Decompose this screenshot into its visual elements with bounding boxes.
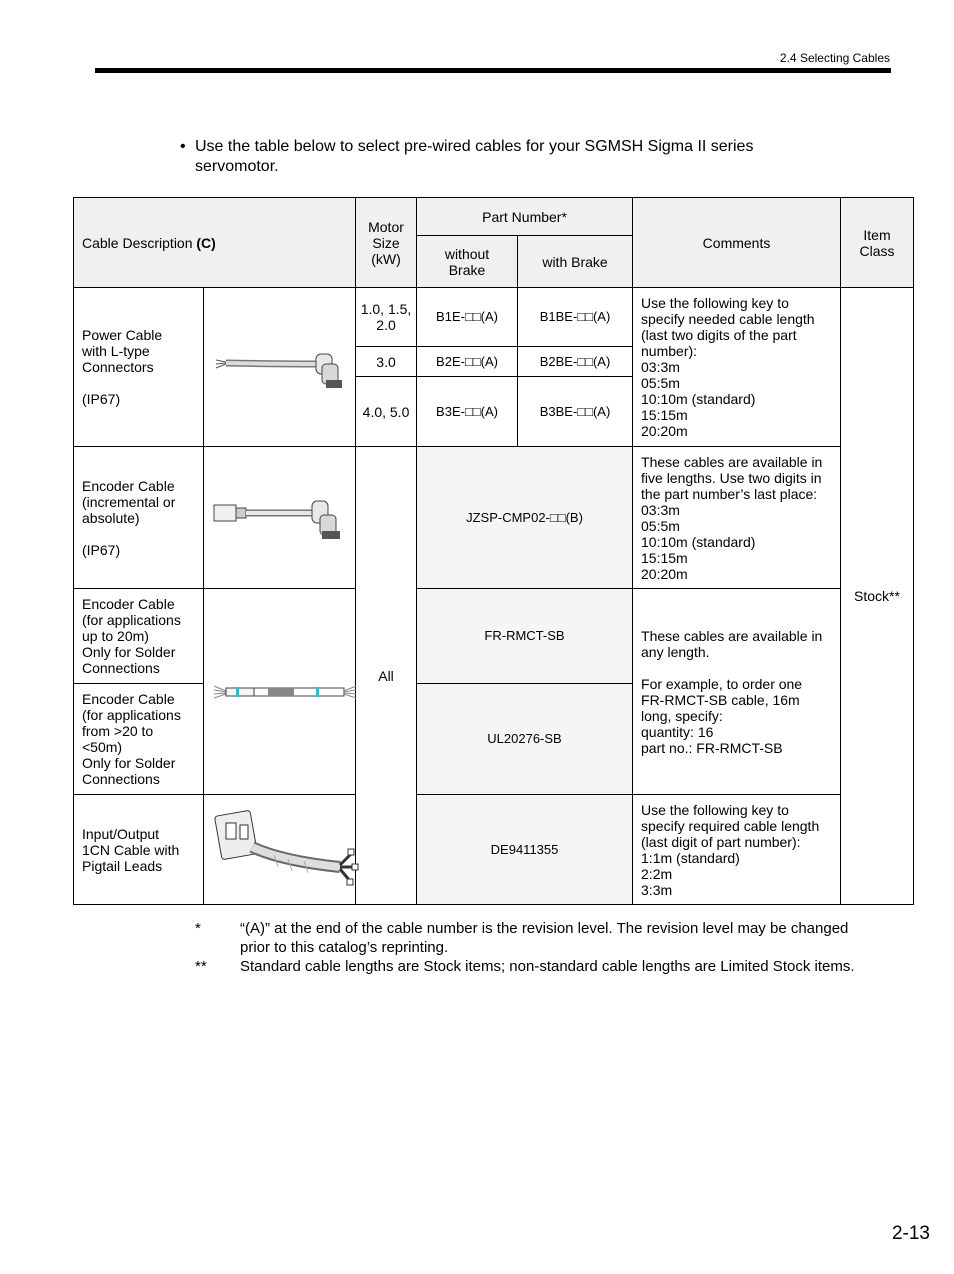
power-cable-description: Power Cable with L-type Connectors (IP67) <box>74 288 204 447</box>
section-header: 2.4 Selecting Cables <box>779 51 890 65</box>
item-class-stock: Stock** <box>841 288 914 905</box>
encoder-cable-description: Encoder Cable (incremental or absolute) (IP67) <box>74 447 204 589</box>
bullet: • <box>180 138 186 155</box>
footnote-2-mark: ** <box>195 958 207 975</box>
part-without-brake-3: B3E-□□(A) <box>417 377 518 447</box>
motor-size-1: 1.0, 1.5, 2.0 <box>356 288 417 347</box>
footnote-2-text: Standard cable lengths are Stock items; non-standard cable lengths are Limited Stock items. <box>240 958 855 975</box>
part-without-brake-2: B2E-□□(A) <box>417 347 518 377</box>
solder-50m-description: Encoder Cable (for applications from >20 to <50m) Only for Solder Connections <box>74 684 204 795</box>
cable-selection-table <box>73 197 914 905</box>
part-with-brake-1: B1BE-□□(A) <box>518 288 633 347</box>
io-cable-comments: Use the following key to specify required cable length (last digit of part number): 1:1m (standard) 2:2m 3:3m <box>633 795 841 905</box>
io-cable-description: Input/Output 1CN Cable with Pigtail Leads <box>74 795 204 905</box>
encoder-part-number: JZSP-CMP02-□□(B) <box>417 447 633 589</box>
power-cable-image <box>204 288 356 447</box>
header-cable-description: Cable Description (C) <box>74 198 356 288</box>
solder-cable-image <box>204 589 356 795</box>
encoder-cable-image <box>204 447 356 589</box>
page-number: 2-13 <box>891 1223 930 1244</box>
io-cable-image <box>204 795 356 905</box>
power-cable-comments: Use the following key to specify needed cable length (last two digits of the part number): 03:3m 05:5m 10:10m (standard) 15:15m 20:20m <box>633 288 841 447</box>
header-rule <box>95 68 891 73</box>
part-with-brake-2: B2BE-□□(A) <box>518 347 633 377</box>
header-without-brake: without Brake <box>417 236 518 288</box>
footnote-1-mark: * <box>195 920 201 937</box>
motor-size-2: 3.0 <box>356 347 417 377</box>
encoder-cable-comments: These cables are available in five lengths. Use two digits in the part number’s last place: 03:3m 05:5m 10:10m (standard) 15:15m 20:20m <box>633 447 841 589</box>
intro-paragraph <box>180 137 840 177</box>
part-with-brake-3: B3BE-□□(A) <box>518 377 633 447</box>
motor-size-all: All <box>356 447 417 905</box>
solder-20m-part-number: FR-RMCT-SB <box>417 589 633 684</box>
motor-size-3: 4.0, 5.0 <box>356 377 417 447</box>
solder-cable-comments: These cables are available in any length. For example, to order one FR-RMCT-SB cable, 16m long, specify: quantity: 16 part no.: FR-RMCT-SB <box>633 589 841 795</box>
io-part-number: DE9411355 <box>417 795 633 905</box>
header-part-number: Part Number* <box>417 198 633 236</box>
intro-text: Use the table below to select pre-wired cables for your SGMSH Sigma II series servomotor. <box>195 138 754 175</box>
footnote-1-text: “(A)” at the end of the cable number is the revision level. The revision level may be changed prior to this catalog’s reprinting. <box>240 920 849 956</box>
part-without-brake-1: B1E-□□(A) <box>417 288 518 347</box>
header-with-brake: with Brake <box>518 236 633 288</box>
solder-20m-description: Encoder Cable (for applications up to 20m) Only for Solder Connections <box>74 589 204 684</box>
solder-50m-part-number: UL20276-SB <box>417 684 633 795</box>
header-motor-size: Motor Size (kW) <box>356 198 417 288</box>
header-comments: Comments <box>633 198 841 288</box>
header-item-class: Item Class <box>841 198 914 288</box>
